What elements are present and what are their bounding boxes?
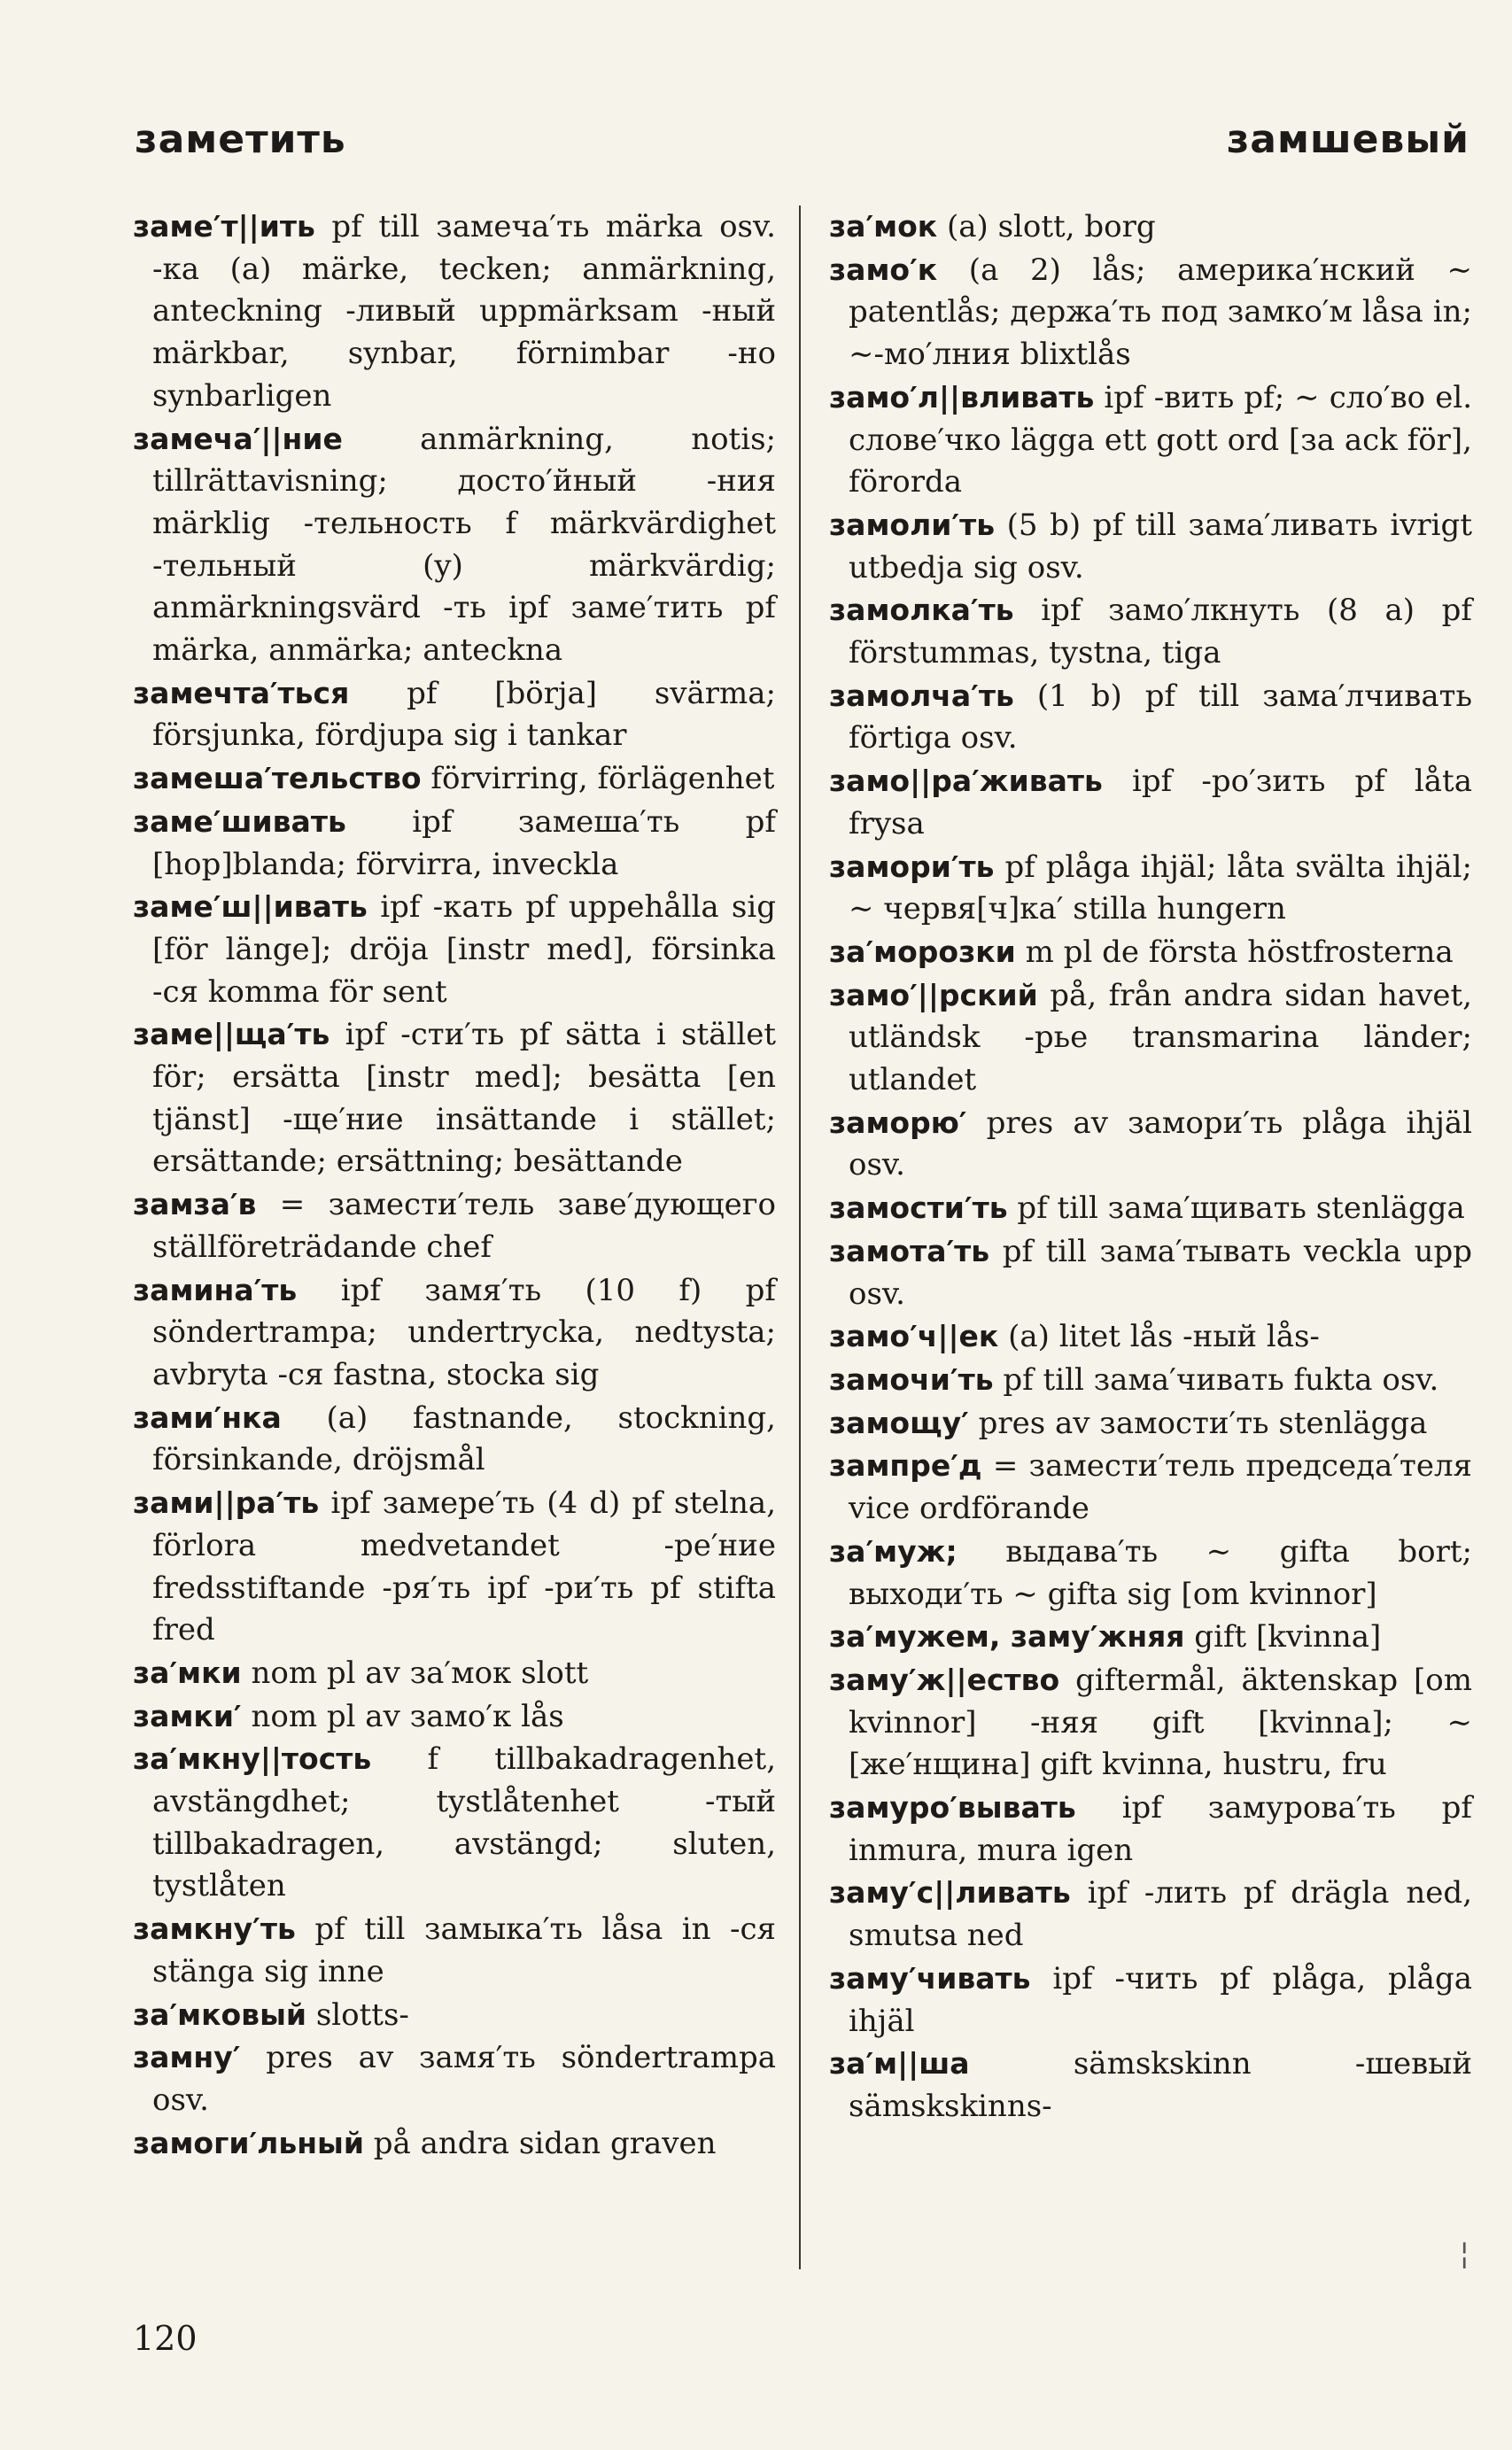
entry-headword: замну′ — [133, 2040, 241, 2075]
dictionary-entry — [133, 1183, 776, 1268]
dictionary-entry — [133, 2036, 776, 2121]
entry-headword: замкну′ть — [133, 1911, 296, 1947]
dictionary-entry — [829, 1315, 1472, 1359]
entry-body: på andra sidan graven — [363, 2125, 717, 2161]
entry-body: pf [börja] svärma; försjunka, fördjupa sig i tankar — [152, 675, 776, 754]
entry-headword: замоги′льный — [133, 2125, 364, 2160]
dictionary-entry — [829, 675, 1472, 760]
entry-body: f tillbakadragenhet, avstängdhet; tystlåtenhet -тый tillbakadragen, avstängd; sluten, tystlåten — [152, 1741, 776, 1904]
dictionary-entry — [133, 2122, 776, 2166]
entry-headword: замина′ть — [133, 1272, 298, 1307]
entry-body: m pl de första höstfrosterna — [1015, 934, 1454, 970]
running-head-right: замшевый — [1226, 117, 1469, 162]
entry-headword: замолча′ть — [829, 678, 1014, 713]
entry-body: ipf -вить pf; ∼ сло′во el. слове′чко lägga ett gott ord [за ack för], förorda — [849, 379, 1472, 500]
dictionary-entry — [829, 504, 1472, 589]
dictionary-entry — [829, 1616, 1472, 1659]
dictionary-entry — [829, 1958, 1472, 2043]
dictionary-entry — [133, 1738, 776, 1908]
entry-headword: замо′ч||ек — [829, 1319, 999, 1354]
entry-headword: заме′шивать — [133, 803, 346, 839]
entry-headword: замори′ть — [829, 849, 995, 884]
entry-headword: за′мки — [133, 1655, 242, 1690]
entry-headword: зами||ра′ть — [133, 1485, 320, 1521]
entry-body: förvirring, förlägenhet — [421, 761, 775, 797]
dictionary-entry — [829, 1445, 1472, 1530]
entry-body: sämskskinn -шевый sämskskinns- — [849, 2046, 1472, 2124]
entry-headword: заме′ш||ивать — [133, 889, 368, 925]
dictionary-entry — [829, 589, 1472, 674]
entry-body: nom pl av замо′к lås — [241, 1698, 564, 1734]
dictionary-entry — [133, 1652, 776, 1695]
dictionary-entry — [133, 672, 776, 757]
entry-body: pf till замыка′ть låsa in -ся stänga sig inne — [152, 1911, 776, 1989]
dictionary-entry — [133, 757, 776, 801]
entry-headword: за′морозки — [829, 934, 1016, 969]
entry-headword: за′муж; — [829, 1533, 958, 1569]
dictionary-entry — [829, 1230, 1472, 1315]
dictionary-entry — [829, 931, 1472, 974]
entry-headword: заму′чивать — [829, 1960, 1031, 1996]
dictionary-entry — [829, 1102, 1472, 1187]
entry-body: gift [kvinna] — [1184, 1619, 1382, 1655]
entry-headword: замота′ть — [829, 1233, 990, 1268]
entry-headword: за′мужем, заму′жняя — [829, 1619, 1185, 1655]
entry-body: ipf -ро′зить pf låta frysa — [849, 764, 1472, 841]
entry-body: ipf замо′лкнуть (8 a) pf förstummas, tystna, tiga — [849, 593, 1472, 671]
entry-headword: замоли′ть — [829, 507, 996, 542]
dictionary-entry — [829, 1187, 1472, 1230]
entry-body: giftermål, äktenskap [om kvinnor] -няя gift [kvinna]; ∼ [же′нщина] gift kvinna, hustru, fru — [849, 1662, 1472, 1783]
entry-headword: за′мок — [829, 209, 938, 244]
dictionary-entry — [829, 2043, 1472, 2128]
right-column — [829, 205, 1472, 2128]
corner-mark: ¦ — [1459, 2236, 1469, 2271]
entry-body: ipf замя′ть (10 f) pf söndertrampa; undertrycka, nedtysta; avbryta -ся fastna, stocka sig — [152, 1272, 776, 1392]
entry-body: ipf -сти′ть pf sätta i stället för; ersätta [instr med]; besätta [en tjänst] -ще′ние insättande i stället; ersättande; ersättning; besättande — [152, 1017, 776, 1180]
entry-headword: замеча′||ние — [133, 421, 343, 456]
dictionary-entry — [133, 1013, 776, 1183]
entry-body: pres av замости′ть stenlägga — [968, 1405, 1428, 1441]
dictionary-entry — [133, 1908, 776, 1993]
entry-body: pres av замори′ть plåga ihjäl osv. — [849, 1105, 1472, 1183]
entry-body: выдава′ть ∼ gifta bort; выходи′ть ∼ gifta sig [om kvinnor] — [849, 1533, 1472, 1612]
entry-headword: замо′к — [829, 252, 938, 287]
entry-body: ipf замурова′ть pf inmura, mura igen — [849, 1790, 1472, 1868]
entry-headword: зами′нка — [133, 1399, 282, 1435]
entry-headword: замечта′ться — [133, 675, 350, 710]
dictionary-entry — [829, 974, 1472, 1102]
dictionary-entry — [829, 1872, 1472, 1957]
entry-headword: замки′ — [133, 1698, 242, 1733]
dictionary-entry — [133, 886, 776, 1013]
dictionary-entry — [133, 1397, 776, 1482]
entry-body: ipf -чить pf plåga, plåga ihjäl — [849, 1960, 1472, 2039]
entry-body: pf till замеча′ть märka osv. -ка (a) märke, tecken; anmärkning, anteckning -ливый uppmärksam -ный märkbar, synbar, förnimbar -но synbarligen — [152, 209, 776, 414]
entry-body: på, från andra sidan havet, utländsk -рье transmarina länder; utlandet — [849, 977, 1472, 1098]
entry-body: pf plåga ihjäl; låta svälta ihjäl; ∼ червя[ч]ка′ stilla hungern — [849, 849, 1472, 927]
entry-body: (a) slott, borg — [937, 209, 1156, 244]
entry-body: (5 b) pf till зама′ливать ivrigt utbedja sig osv. — [849, 507, 1472, 585]
entry-headword: замочи′ть — [829, 1361, 994, 1397]
entry-headword: замолка′ть — [829, 593, 1014, 628]
dictionary-entry — [133, 801, 776, 886]
dictionary-entry — [133, 418, 776, 672]
entry-headword: замеша′тельство — [133, 761, 422, 796]
entry-body: anmärkning, notis; tillrättavisning; досто′йный -ния märklig -тельность f märkvärdighet -тельный (y) märkvärdig; anmärkningsvärd -ть ipf заме′тить pf märka, anmärka; anteckna — [152, 421, 776, 669]
entry-headword: за′мкну||тость — [133, 1741, 372, 1777]
entry-headword: замуро′вывать — [829, 1790, 1076, 1826]
entry-headword: заморю′ — [829, 1105, 967, 1140]
dictionary-entry — [829, 1787, 1472, 1872]
entry-body: pf till зама′чивать fukta osv. — [993, 1361, 1439, 1398]
entry-body: slotts- — [306, 1996, 409, 2033]
entry-body: (a) fastnande, stockning, försinkande, dröjsmål — [152, 1399, 776, 1478]
entry-headword: зампре′д — [829, 1448, 982, 1484]
dictionary-entry — [829, 1531, 1472, 1616]
column-divider — [799, 205, 801, 2269]
left-column — [133, 205, 776, 2165]
entry-headword: за′мковый — [133, 1996, 307, 2032]
dictionary-entry — [133, 1269, 776, 1397]
entry-headword: за′м||ша — [829, 2046, 970, 2082]
entry-body: pf till зама′щивать stenlägga — [1007, 1190, 1465, 1227]
entry-body: = замести′тель председа′теля vice ordförande — [849, 1448, 1472, 1527]
entry-headword: заме||ща′ть — [133, 1017, 330, 1052]
entry-headword: замо′л||вливать — [829, 379, 1095, 415]
dictionary-entry — [829, 760, 1472, 845]
dictionary-entry — [133, 205, 776, 418]
dictionary-entry — [829, 376, 1472, 504]
page-number: 120 — [133, 2319, 198, 2358]
entry-headword: замза′в — [133, 1187, 257, 1222]
entry-headword: заме′т||ить — [133, 209, 315, 244]
entry-headword: заму′с||ливать — [829, 1875, 1071, 1911]
dictionary-entry — [133, 1695, 776, 1739]
dictionary-entry — [829, 1359, 1472, 1402]
entry-headword: заму′ж||ество — [829, 1662, 1060, 1697]
entry-body: pf till зама′тывать veckla upp osv. — [849, 1233, 1472, 1312]
dictionary-entry — [829, 1659, 1472, 1787]
entry-headword: замощу′ — [829, 1405, 969, 1440]
entry-body: (a) litet lås -ный lås- — [998, 1319, 1320, 1355]
entry-body: (a 2) lås; америка′нский ∼ patentlås; держа′ть под замко′м låsa in; ∼-мо′лния blixtlås — [849, 252, 1472, 373]
entry-headword: замо||ра′живать — [829, 764, 1103, 799]
entry-body: pres av замя′ть söndertrampa osv. — [152, 2040, 776, 2118]
entry-headword: замо′||рский — [829, 977, 1038, 1012]
dictionary-entry — [829, 1402, 1472, 1446]
entry-body: (1 b) pf till зама′лчивать förtiga osv. — [849, 678, 1472, 756]
dictionary-entry — [829, 846, 1472, 931]
dictionary-entry — [133, 1482, 776, 1652]
entry-body: ipf замеша′ть pf [hop]blanda; förvirra, inveckla — [152, 803, 776, 882]
dictionary-entry — [829, 205, 1472, 249]
entry-body: ipf -лить pf drägla ned, smutsa ned — [849, 1875, 1472, 1954]
entry-body: ipf -кать pf uppehålla sig [för länge]; dröja [instr med], försinka -ся komma för sent — [152, 889, 776, 1010]
entry-body: nom pl av за′мок slott — [241, 1655, 589, 1691]
dictionary-entry — [133, 1994, 776, 2037]
running-head-left: заметить — [135, 117, 346, 162]
entry-body: = замести′тель заве′дующего ställföreträdande chef — [152, 1187, 776, 1265]
entry-body: ipf замере′ть (4 d) pf stelna, förlora medvetandet -ре′ние fredsstiftande -ря′ть ipf -ри′ть pf stifta fred — [152, 1485, 776, 1648]
entry-headword: замости′ть — [829, 1190, 1008, 1226]
dictionary-entry — [829, 249, 1472, 376]
